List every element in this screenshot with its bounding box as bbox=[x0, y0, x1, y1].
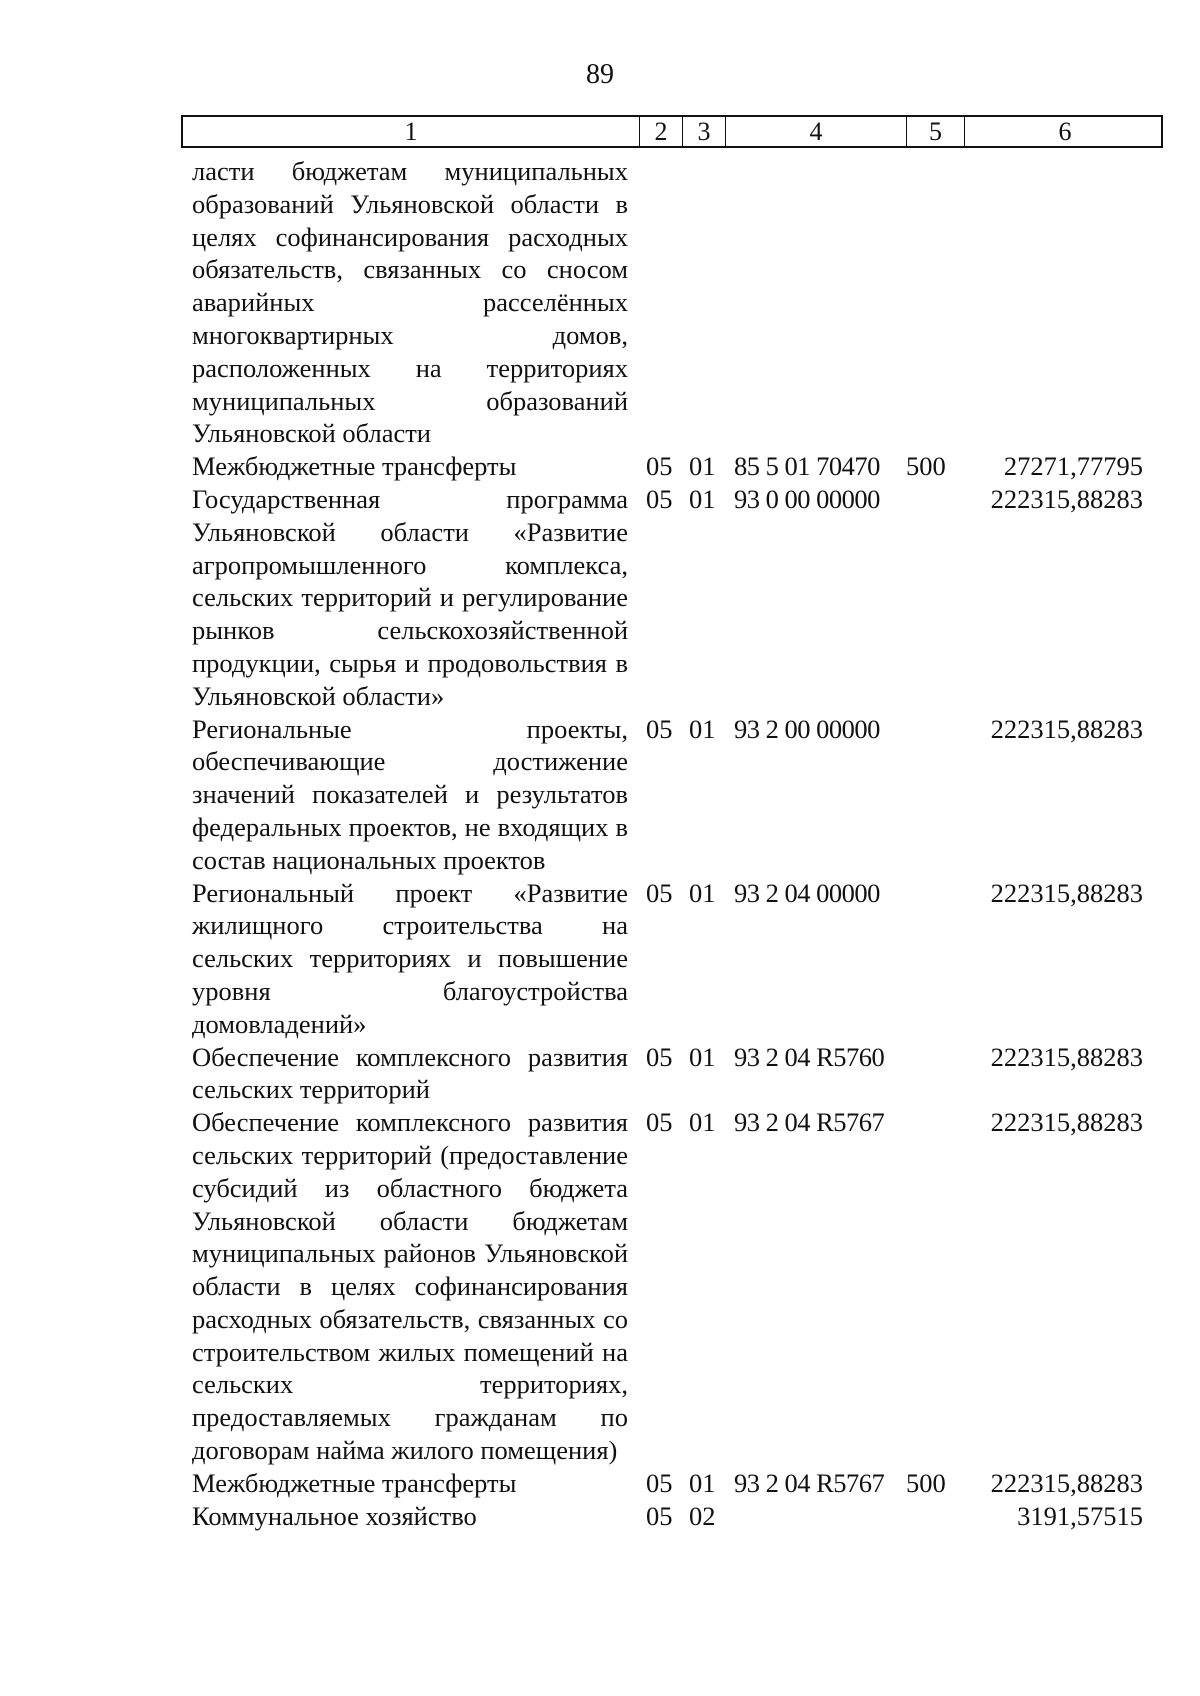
subsection-code: 02 bbox=[689, 1500, 716, 1531]
header-cell-5: 5 bbox=[907, 117, 965, 147]
section-code: 05 bbox=[646, 1041, 673, 1072]
header-cell-4: 4 bbox=[726, 117, 907, 147]
amount: 222315,88283 bbox=[990, 1107, 1143, 1138]
row-description: Государственная программа Ульяновской области «Развитие агропромышленного комплекса, сельских территорий и регулирование рынков сельскохозяйственной продукции, сырья и продовольствия в Ульяновской области» bbox=[192, 483, 628, 711]
table-body bbox=[0, 155, 1200, 1532]
subsection-code: 01 bbox=[689, 713, 716, 744]
target-article-code: 85 5 01 70470 bbox=[734, 451, 880, 482]
section-code: 05 bbox=[646, 713, 673, 744]
amount: 222315,88283 bbox=[990, 483, 1143, 514]
amount: 222315,88283 bbox=[990, 877, 1143, 908]
expense-type-code: 500 bbox=[906, 451, 946, 482]
table-row bbox=[0, 483, 1200, 713]
row-description: Региональные проекты, обеспечивающие достижение значений показателей и результатов федеральных проектов, не входящих в состав национальных проектов bbox=[192, 713, 628, 875]
amount: 222315,88283 bbox=[990, 1041, 1143, 1072]
header-cell-3: 3 bbox=[683, 117, 726, 147]
subsection-code: 01 bbox=[689, 877, 716, 908]
section-code: 05 bbox=[646, 483, 673, 514]
table-row bbox=[0, 1467, 1200, 1500]
subsection-code: 01 bbox=[689, 1467, 716, 1498]
row-description: Обеспечение комплексного развития сельских территорий (предоставление субсидий из областного бюджета Ульяновской области бюджетам муниципальных районов Ульяновской области в целях софинансирования расходных обязательств, связанных со строительством жилых помещений на сельских территориях, предоставляемых гражданам по договорам найма жилого помещения) bbox=[192, 1107, 628, 1466]
table-header bbox=[181, 115, 1163, 148]
page-number: 89 bbox=[586, 59, 614, 90]
table-row bbox=[0, 713, 1200, 877]
subsection-code: 01 bbox=[689, 1107, 716, 1138]
section-code: 05 bbox=[646, 1500, 673, 1531]
subsection-code: 01 bbox=[689, 483, 716, 514]
target-article-code: 93 2 04 00000 bbox=[734, 877, 880, 908]
amount: 222315,88283 bbox=[990, 1467, 1143, 1498]
section-code: 05 bbox=[646, 1467, 673, 1498]
table-row bbox=[0, 1106, 1200, 1467]
section-code: 05 bbox=[646, 451, 673, 482]
amount: 3191,57515 bbox=[1017, 1500, 1143, 1531]
table-row bbox=[0, 1500, 1200, 1533]
target-article-code: 93 0 00 00000 bbox=[734, 483, 880, 514]
section-code: 05 bbox=[646, 1107, 673, 1138]
header-cell-2: 2 bbox=[640, 117, 683, 147]
subsection-code: 01 bbox=[689, 1041, 716, 1072]
amount: 222315,88283 bbox=[990, 713, 1143, 744]
header-cell-6: 6 bbox=[1058, 117, 1072, 146]
target-article-code: 93 2 04 R5767 bbox=[734, 1467, 885, 1498]
row-description: Коммунальное хозяйство bbox=[192, 1500, 477, 1531]
subsection-code: 01 bbox=[689, 451, 716, 482]
table-row bbox=[0, 155, 1200, 450]
table-row bbox=[0, 1041, 1200, 1107]
row-description: Межбюджетные трансферты bbox=[192, 1467, 517, 1498]
row-description: ласти бюджетам муниципальных образований Ульяновской области в целях софинансирования расходных обязательств, связанных со сносом аварийных расселённых многоквартирных домов, расположенных на территориях муниципальных образований Ульяновской области bbox=[192, 156, 628, 449]
row-description: Межбюджетные трансферты bbox=[192, 451, 517, 482]
row-description: Обеспечение комплексного развития сельских территорий bbox=[192, 1041, 628, 1105]
header-cell-1: 1 bbox=[183, 117, 640, 147]
table-row bbox=[0, 450, 1200, 483]
amount: 27271,77795 bbox=[1003, 451, 1143, 482]
target-article-code: 93 2 00 00000 bbox=[734, 713, 880, 744]
table-row bbox=[0, 877, 1200, 1041]
expense-type-code: 500 bbox=[906, 1467, 946, 1498]
section-code: 05 bbox=[646, 877, 673, 908]
target-article-code: 93 2 04 R5767 bbox=[734, 1107, 885, 1138]
row-description: Региональный проект «Развитие жилищного строительства на сельских территориях и повышение уровня благоустройства домовладений» bbox=[192, 877, 628, 1039]
target-article-code: 93 2 04 R5760 bbox=[734, 1041, 885, 1072]
